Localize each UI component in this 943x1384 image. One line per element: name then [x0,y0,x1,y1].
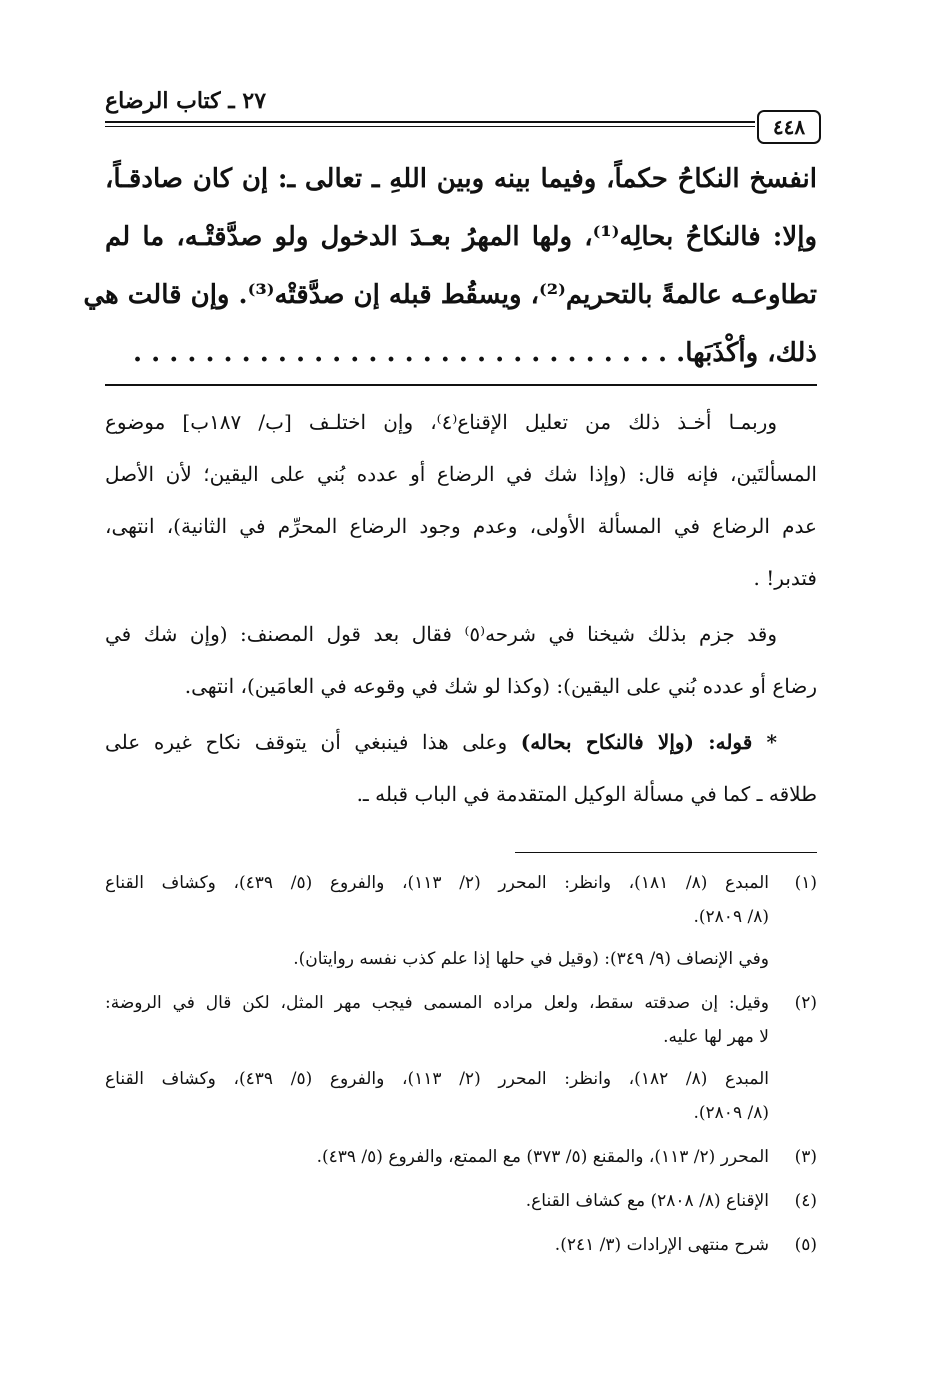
footnote-line: المبدع (٨/ ١٨١)، وانظر: المحرر (٢/ ١١٣)، والفروع (٥/ ٤٣٩)، وكشاف القناع [105,873,769,893]
commentary-paragraph [105,608,817,712]
commentary-line: رضاع أو عدده بُني على اليقين): (وكذا لو شك في وقوعه في العامَين)، انتهى. [184,674,817,698]
footnote-line: المحرر (٢/ ١١٣)، والمقنع (٥/ ٣٧٣) مع الممتع، والفروع (٥/ ٤٣٩). [316,1147,769,1167]
footnote-number: (٤) [794,1191,817,1211]
footnotes [105,866,817,1272]
commentary [105,396,817,824]
commentary-line: وربمـا أخـذ ذلك من تعليل الإقناع⁽٤⁾، وإن اختلـف [ب/ ١٨٧ب] موضوع [105,410,777,434]
commentary-line [105,716,817,768]
footnote-line: المبدع (٨/ ١٨٢)، وانظر: المحرر (٢/ ١١٣)، والفروع (٥/ ٤٣٩)، وكشاف القناع [105,1069,769,1089]
matn-line: ذلك، وأكْذَبَها. . . . . . . . . . . . . . . . . . . . . . . . . . . . . . . [133,338,817,368]
header-rule-thin [105,126,755,127]
running-title: ٢٧ ـ كتاب الرضاع [105,88,267,114]
commentary-line: وقد جزم بذلك شيخنا في شرحه⁽٥⁾ فقال بعد قول المصنف: (وإن شك في [105,622,777,646]
matn-line: وإلا: فالنكاحُ بحالِه⁽¹⁾، ولها المهرُ بعـدَ الدخول ولو صدَّقتْـه، ما لم [105,222,817,252]
matn-text [83,150,817,382]
footnote-1 [105,866,817,976]
commentary-line: عدم الرضاع في المسألة الأولى، وعدم وجود الرضاع المحرِّم في الثانية)، انتهى، [105,514,817,538]
commentary-line: فتدبر! . [753,566,817,590]
commentary-text: وعلى هذا فينبغي أن يتوقف نكاح غيره على [105,730,521,754]
footnote-number: (٥) [794,1235,817,1255]
matn-separator [105,384,817,386]
footnote-number: (٢) [794,993,817,1013]
qawluh-lead: * قوله: (وإلا فالنكاح بحاله) [520,730,778,754]
commentary-line: المسألتَين، فإنه قال: (وإذا شك في الرضاع أو عدده بُني على اليقين؛ لأن الأصل [105,462,817,486]
commentary-paragraph [105,396,817,604]
footnote-line: لا مهر لها عليه. [663,1027,769,1047]
footnote-line: (٨/ ٢٨٠٩). [693,1103,769,1123]
footnote-3 [105,1140,817,1174]
footnote-2 [105,986,817,1130]
matn-line: تطاوعـه عالمةً بالتحريم⁽²⁾، ويسقُط قبله إن صدَّقتْه⁽³⁾. وإن قالت هي [83,280,817,310]
footnote-number: (٣) [794,1147,817,1167]
footnote-line: (٨/ ٢٨٠٩). [693,907,769,927]
matn-line: انفسخ النكاحُ حكماً، وفيما بينه وبين اللهِ ـ تعالى ـ: إن كان صادقـاً، [105,164,817,194]
footnote-separator [515,852,817,853]
footnote-4 [105,1184,817,1218]
commentary-line: طلاقه ـ كما في مسألة الوكيل المتقدمة في الباب قبله ـ. [356,782,817,806]
footnote-number: (١) [794,873,817,893]
footnote-5 [105,1228,817,1262]
header-rule [105,121,755,123]
footnote-line: وقيل: إن صدقته سقط، ولعل مراده المسمى فيجب مهر المثل، لكن قال في الروضة: [105,993,769,1013]
page-number: ٤٤٨ [757,110,821,144]
footnote-line: وفي الإنصاف (٩/ ٣٤٩): (وقيل في حلها إذا علم كذب نفسه روايتان). [293,949,769,969]
commentary-paragraph [105,716,817,820]
footnote-line: شرح منتهى الإرادات (٣/ ٢٤١). [554,1235,769,1255]
footnote-line: الإقناع (٨/ ٢٨٠٨) مع كشاف القناع. [525,1191,769,1211]
